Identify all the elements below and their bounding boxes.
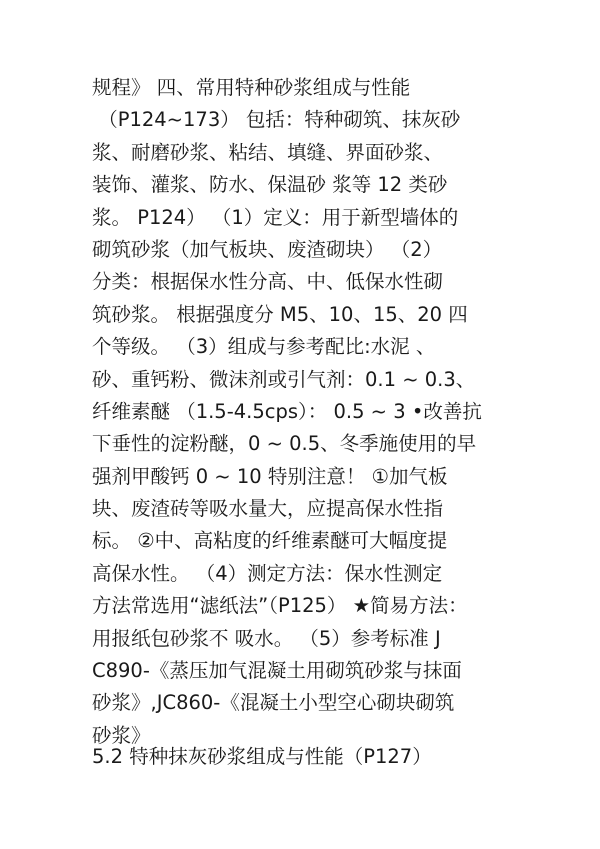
paragraph-line: 纤维素醚 （1.5-4.5cps）： 0.5 ~ 3 •改善抗 <box>92 399 482 423</box>
paragraph-line: 方法常选用“滤纸法”（P125） ★简易方法： <box>92 594 468 618</box>
paragraph-line: 浆。 P124） （1）定义：用于新型墙体的 <box>92 205 459 229</box>
paragraph-line: 砂浆》 <box>92 723 151 747</box>
paragraph-line: 强剂甲酸钙 0 ~ 10 特别注意！ ①加气板 <box>92 464 448 488</box>
paragraph-line: 砂、重钙粉、微沫剂或引气剂：0.1 ~ 0.3、 <box>92 367 476 391</box>
paragraph-line: 块、废渣砖等吸水量大，应提高保水性指 <box>92 497 444 521</box>
paragraph-line: 分类：根据保水性分高、中、低保水性砌 <box>92 270 444 294</box>
paragraph-line: （P124~173） 包括：特种砌筑、抹灰砂 <box>92 108 461 132</box>
paragraph-line: 标。 ②中、高粘度的纤维素醚可大幅度提 <box>92 529 448 553</box>
section-heading: 5.2 特种抹灰砂浆组成与性能（P127） <box>92 745 432 768</box>
paragraph-line: 浆、耐磨砂浆、粘结、填缝、界面砂浆、 <box>92 140 444 164</box>
paragraph-line: 用报纸包砂浆不 吸水。 （5）参考标准 J <box>92 626 441 650</box>
paragraph-line: 筑砂浆。 根据强度分 M5、10、15、20 四 <box>92 302 468 326</box>
paragraph-line: 砌筑砂浆（加气板块、废渣砌块） （2） <box>92 237 443 261</box>
paragraph-line: 规程》 四、常用特种砂浆组成与性能 <box>92 76 411 99</box>
paragraph-line: 高保水性。 （4）测定方法：保水性测定 <box>92 561 443 585</box>
paragraph-line: 砂浆》,JC860-《混凝土小型空心砌块砌筑 <box>92 691 455 715</box>
paragraph-line: 个等级。 （3）组成与参考配比:水泥 、 <box>92 335 436 359</box>
paragraph-line: 装饰、灌浆、防水、保温砂 浆等 12 类砂 <box>92 173 448 197</box>
body-paragraph <box>92 72 512 752</box>
paragraph-line: C890-《蒸压加气混凝土用砌筑砂浆与抹面 <box>92 659 462 683</box>
paragraph-line: 下垂性的淀粉醚，0 ~ 0.5、冬季施使用的早 <box>92 432 477 456</box>
